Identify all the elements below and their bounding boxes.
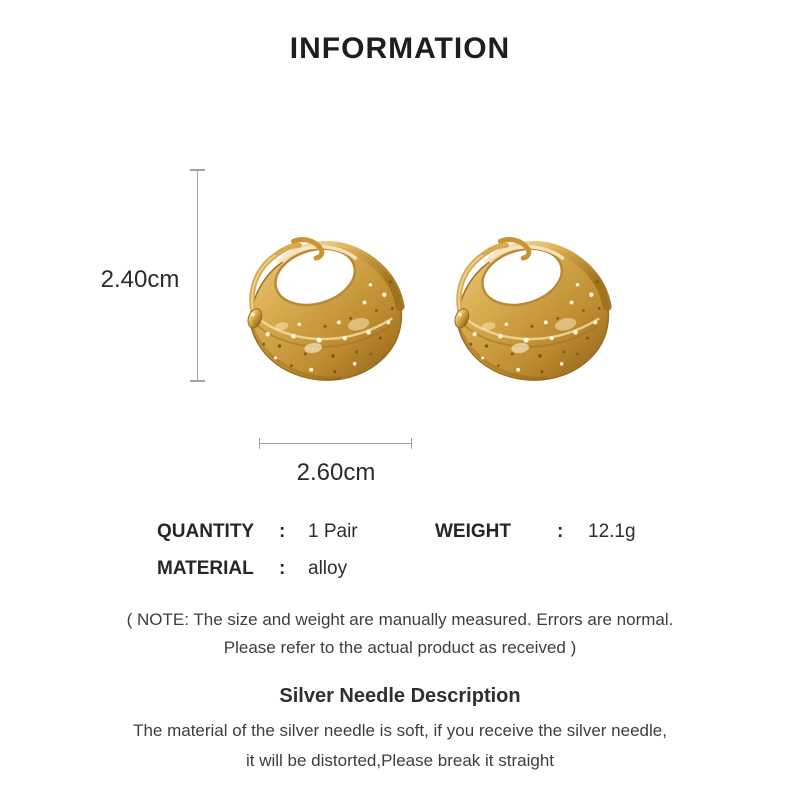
spec-quantity-value: 1 Pair xyxy=(308,521,358,542)
needle-description-heading: Silver Needle Description xyxy=(279,685,521,707)
spec-weight-label: WEIGHT xyxy=(435,521,511,542)
spec-material-label: MATERIAL xyxy=(157,558,254,579)
measurement-note-line1: ( NOTE: The size and weight are manually measured. Errors are normal. xyxy=(126,610,674,629)
width-measure-label: 2.60cm xyxy=(296,459,376,486)
height-measure-label: 2.40cm xyxy=(100,266,180,293)
spec-quantity-label: QUANTITY xyxy=(157,521,255,542)
spec-material-value: alloy xyxy=(308,558,348,579)
earring-right-image xyxy=(449,226,617,389)
needle-description-line2: it will be distorted,Please break it straight xyxy=(245,751,555,770)
width-measure-rule xyxy=(259,443,412,444)
spec-weight-value: 12.1g xyxy=(588,521,636,542)
spec-quantity-colon: : xyxy=(279,521,286,542)
needle-description-body xyxy=(0,716,800,776)
height-measure-rule xyxy=(197,170,198,381)
page-title: INFORMATION xyxy=(289,32,511,65)
spec-material-colon: : xyxy=(279,558,286,579)
earring-left-image xyxy=(242,226,410,389)
width-measure-right-cap xyxy=(411,438,412,449)
spec-weight-colon: : xyxy=(557,521,564,542)
measurement-note xyxy=(0,606,800,662)
needle-description-line1: The material of the silver needle is soft, if you receive the silver needle, xyxy=(133,721,667,740)
height-measure-bottom-cap xyxy=(190,380,205,382)
measurement-note-line2: Please refer to the actual product as received ) xyxy=(223,638,577,657)
